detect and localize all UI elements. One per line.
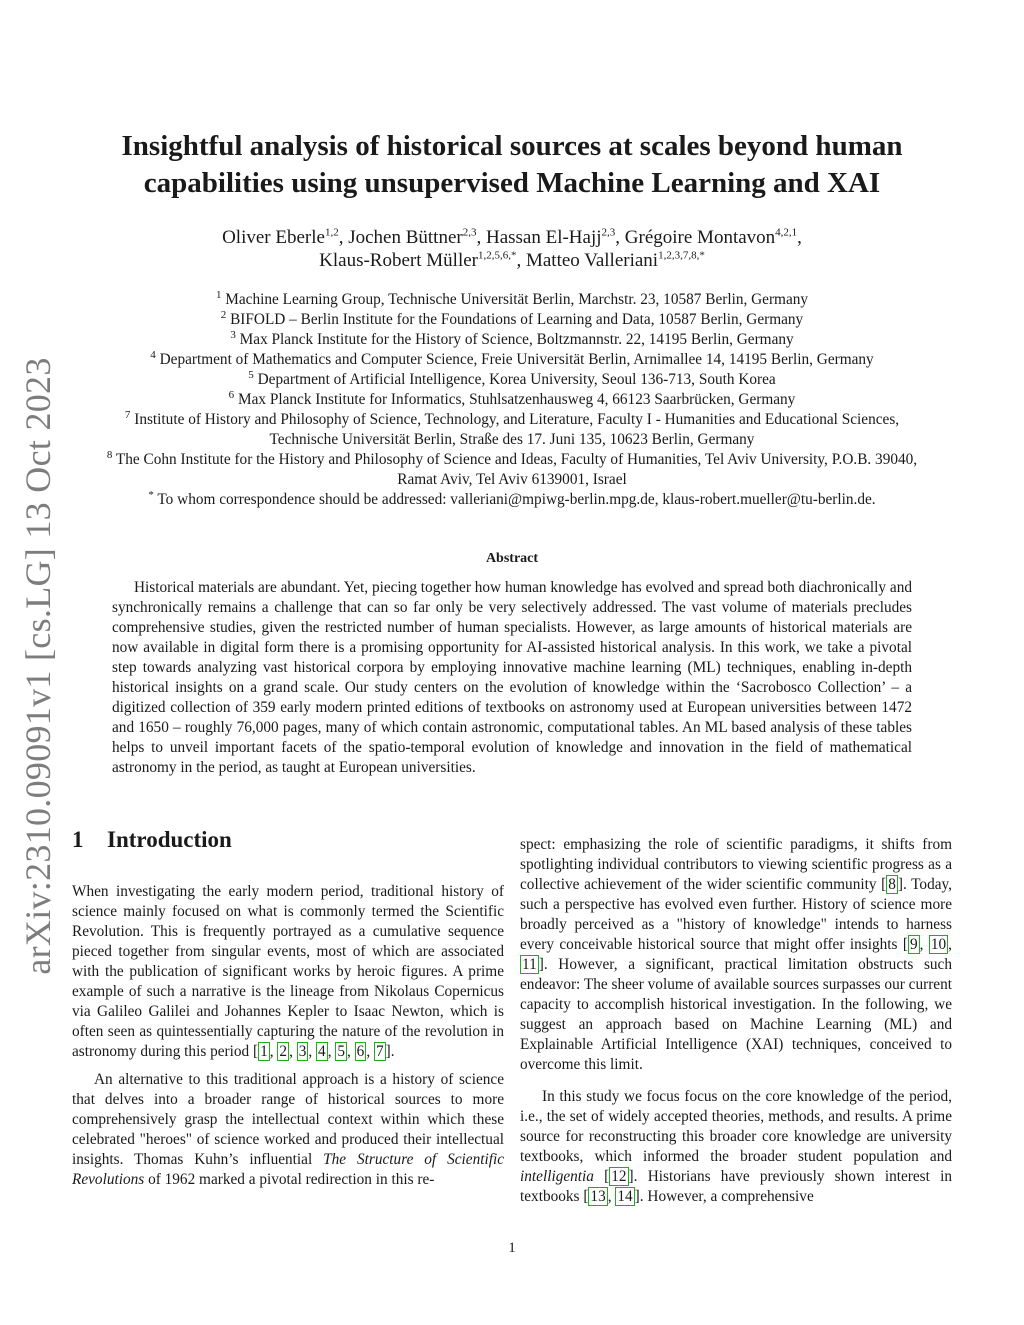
affiliation-item xyxy=(55,330,969,350)
affiliation-item xyxy=(55,390,969,410)
affiliation-item xyxy=(55,450,969,470)
intro-paragraph-4: In this study we focus focus on the core knowledge of the period, i.e., the set of widely accepted theories, methods, and results. A prime source for reconstructing this broader core knowledge are university textbooks, which informed the broader student population and intelligentia [ 12 ]. Historians have previously shown interest in textbooks [ 13 , 14 ]. However, a comprehensive xyxy=(520,1088,952,1205)
italic-term: intelligentia xyxy=(520,1168,594,1185)
author-separator: , xyxy=(338,227,349,248)
author-affiliation-marks: 1,2 xyxy=(324,226,339,239)
affiliation-text: Institute of History and Philosophy of Science, Technology, and Literature, Faculty I - Humanities and Educational Sciences, xyxy=(134,411,900,428)
page-number: 1 xyxy=(508,1240,516,1256)
affiliation-text: The Cohn Institute for the History and Philosophy of Science and Ideas, Faculty of Humanities, Tel Aviv University, P.O.B. 39040, xyxy=(115,451,918,468)
abstract-body: Historical materials are abundant. Yet, piecing together how human knowledge has evolved and spread both diachronically and synchronically remains a challenge that can so far only be very selectively addressed. The vast volume of materials precludes comprehensive studies, given the restricted number of human specialists. However, as large amounts of historical materials are now available in digital form there is a promising opportunity for AI-assisted historical analysis. In this work, we take a pivotal step towards analyzing vast historical corpora by employing innovative machine learning (ML) techniques, enabling in-depth historical insights on a grand scale. Our study centers on the evolution of knowledge within the ‘Sacrobosco Collection’ – a digitized collection of 359 early modern printed editions of textbooks on astronomy used at European universities between 1472 and 1650 – roughly 76,000 pages, many of which contain astronomic, computational tables. An ML based analysis of these tables helps to unveil important facets of the spatio-temporal evolution of knowledge and innovation in the field of mathematical astronomy in the period, as taught at European universities. xyxy=(112,579,912,776)
paper-title xyxy=(90,128,934,202)
paragraph-text: of 1962 marked a pivotal redirection in this re- xyxy=(148,1171,435,1188)
author-name: Oliver Eberle xyxy=(222,227,325,248)
author-affiliation-marks: 1,2,3,7,8,* xyxy=(658,249,705,262)
arxiv-identifier-stamp: arXiv:2310.09091v1 [cs.LG] 13 Oct 2023 xyxy=(18,357,58,975)
affiliation-number: * xyxy=(148,488,154,501)
affiliation-number: 7 xyxy=(124,408,131,421)
right-column xyxy=(520,835,952,1207)
author-name: Hassan El-Hajj xyxy=(485,227,602,248)
abstract-heading: Abstract xyxy=(485,551,539,566)
title-line-1: Insightful analysis of historical sources at scales beyond human xyxy=(121,130,903,162)
citation-link[interactable]: 13 xyxy=(590,1188,606,1205)
author-line-2 xyxy=(90,249,934,272)
affiliation-continuation xyxy=(55,430,969,450)
citation-link[interactable]: 11 xyxy=(522,956,537,973)
section-number: 1 xyxy=(72,827,84,852)
author-affiliation-marks: 4,2,1 xyxy=(775,226,798,239)
affiliation-number: 8 xyxy=(106,448,113,461)
citation-link[interactable]: 8 xyxy=(888,876,896,893)
author-separator: , xyxy=(476,227,486,248)
section-title: Introduction xyxy=(107,827,232,852)
affiliation-text: Technische Universität Berlin, Straße des 17. Juni 135, 10623 Berlin, Germany xyxy=(269,431,755,448)
affiliation-continuation xyxy=(55,470,969,490)
citation-link[interactable]: 9 xyxy=(909,936,918,953)
author-affiliation-marks: 2,3 xyxy=(462,226,477,239)
affiliation-number: 5 xyxy=(248,368,254,381)
book-title: The Structure of Scientific Revolutions xyxy=(72,1151,505,1188)
paragraph-text: spect: emphasizing the role of scientific paradigms, it shifts from spotlighting individual contributors to viewing scientific progress as a collective achievement of the wider scientific community xyxy=(520,836,952,893)
affiliation-item xyxy=(55,310,969,330)
section-heading-introduction xyxy=(72,827,232,853)
affiliation-number: 2 xyxy=(220,308,227,321)
paragraph-text: When investigating the early modern period, traditional history of science mainly focused on what is commonly termed the Scientific Revolution. This is frequently portrayed as a cumulative sequence pieced together from singular events, most of which are associated with the publication of significant works by heroic figures. A prime example of such a narrative is the lineage from Nikolaus Copernicus via Galileo Galilei and Johannes Kepler to Isaac Newton, which is often seen as quintessentially capturing the nature of the revolution in astronomy during this period xyxy=(72,883,504,1060)
citation-link[interactable]: 10 xyxy=(930,936,947,953)
intro-paragraph-3: spect: emphasizing the role of scientific paradigms, it shifts from spotlighting individual contributors to viewing scientific progress as a collective achievement of the wider scientific community [ 8 ]. Today, such a perspective has evolved even further. History of science more broadly perceived as a "history of knowledge" intends to harness every conceivable historical source that might offer insights [ 9 , 10 , 11 ]. However, a significant, practical limitation obstructs such endeavor: The sheer volume of available sources surpasses our current capacity to accomplish historical investigation. In the following, we suggest an approach based on Machine Learning (ML) and Explainable Artificial Intelligence (XAI) techniques, conceived to overcome this limit. xyxy=(520,836,952,1073)
author-separator: , xyxy=(797,227,802,248)
affiliation-number: 3 xyxy=(230,328,236,341)
citation-link[interactable]: 5 xyxy=(337,1043,345,1060)
affiliation-number: 1 xyxy=(215,288,222,301)
author-name: Jochen Büttner xyxy=(348,227,463,248)
paragraph-text: . Historians have previously shown interest in textbooks xyxy=(520,1168,952,1205)
affiliation-text: To whom correspondence should be addressed: valleriani@mpiwg-berlin.mpg.de, klaus-robert.mueller@tu-berlin.de. xyxy=(157,491,876,508)
citation-link[interactable]: 12 xyxy=(611,1168,627,1185)
author-list xyxy=(90,226,934,272)
citation-link[interactable]: 1 xyxy=(260,1043,268,1060)
affiliation-text: Max Planck Institute for the History of Science, Boltzmannstr. 22, 14195 Berlin, Germany xyxy=(239,331,794,348)
correspondence-note xyxy=(55,490,969,510)
affiliation-text: Machine Learning Group, Technische Universität Berlin, Marchstr. 23, 10587 Berlin, Germany xyxy=(225,291,809,308)
citation-link[interactable]: 6 xyxy=(356,1043,365,1060)
citation-link[interactable]: 4 xyxy=(318,1043,326,1060)
affiliation-text: Ramat Aviv, Tel Aviv 6139001, Israel xyxy=(397,471,627,488)
paragraph-text: In this study we focus focus on the core knowledge of the period, i.e., the set of widely accepted theories, methods, and results. A prime source for reconstructing this broader core knowledge are university textbooks, which informed the broader student population and xyxy=(520,1088,952,1165)
author-affiliation-marks: 1,2,5,6,* xyxy=(477,249,517,262)
citation-link[interactable]: 2 xyxy=(279,1043,288,1060)
author-separator: , xyxy=(516,250,526,271)
author-name: Grégoire Montavon xyxy=(624,227,776,248)
affiliation-number: 4 xyxy=(150,348,156,361)
affiliation-number: 6 xyxy=(228,388,235,401)
paragraph-text: An alternative to this traditional approach is a history of science that delves into a broader range of historical sources to more comprehensively grasp the intellectual context within which these celebrated "heroes" of science worked and produced their intellectual insights. Thomas Kuhn’s influential xyxy=(72,1071,504,1168)
citation-link[interactable]: 14 xyxy=(617,1188,633,1205)
author-name: Matteo Valleriani xyxy=(525,250,659,271)
affiliation-text: Max Planck Institute for Informatics, Stuhlsatzenhausweg 4, 66123 Saarbrücken, Germany xyxy=(237,391,796,408)
author-name: Klaus-Robert Müller xyxy=(319,250,478,271)
author-affiliation-marks: 2,3 xyxy=(601,226,616,239)
paragraph-text: . Today, such a perspective has evolved even further. History of science more broadly perceived as a "history of knowledge" intends to harness every conceivable historical source that might offer insights xyxy=(520,876,952,953)
left-column xyxy=(72,882,504,1190)
title-line-2: capabilities using unsupervised Machine Learning and XAI xyxy=(143,167,881,199)
affiliation-item xyxy=(55,350,969,370)
author-line-1 xyxy=(90,226,934,249)
affiliation-item xyxy=(55,370,969,390)
paragraph-text: . However, a significant, practical limitation obstructs such endeavor: The sheer volume of available sources surpasses our current capacity to accomplish historical investigation. In the following, we suggest an approach based on Machine Learning (ML) and Explainable Artificial Intelligence (XAI) techniques, conceived to overcome this limit. xyxy=(520,956,952,1073)
paragraph-text: . However, a comprehensive xyxy=(639,1188,814,1205)
affiliation-item xyxy=(55,290,969,310)
citation-link[interactable]: 3 xyxy=(298,1043,307,1060)
intro-paragraph-2 xyxy=(72,1070,504,1190)
intro-paragraph-1: When investigating the early modern period, traditional history of science mainly focused on what is commonly termed the Scientific Revolution. This is frequently portrayed as a cumulative sequence pieced together from singular events, most of which are associated with the publication of significant works by heroic figures. A prime example of such a narrative is the lineage from Nikolaus Copernicus via Galileo Galilei and Johannes Kepler to Isaac Newton, which is often seen as quintessentially capturing the nature of the revolution in astronomy during this period [ 1 , 2 , 3 , 4 , 5 , 6 , 7 ]. xyxy=(72,883,504,1060)
affiliation-text: Department of Artificial Intelligence, Korea University, Seoul 136-713, South Korea xyxy=(257,371,776,388)
affiliation-item xyxy=(55,410,969,430)
author-separator: , xyxy=(615,227,625,248)
citation-link[interactable]: 7 xyxy=(375,1043,384,1060)
affiliation-list xyxy=(55,290,969,510)
affiliation-text: Department of Mathematics and Computer Science, Freie Universität Berlin, Arnimallee 14, 14195 Berlin, Germany xyxy=(159,351,874,368)
affiliation-text: BIFOLD – Berlin Institute for the Foundations of Learning and Data, 10587 Berlin, Germany xyxy=(230,311,804,328)
